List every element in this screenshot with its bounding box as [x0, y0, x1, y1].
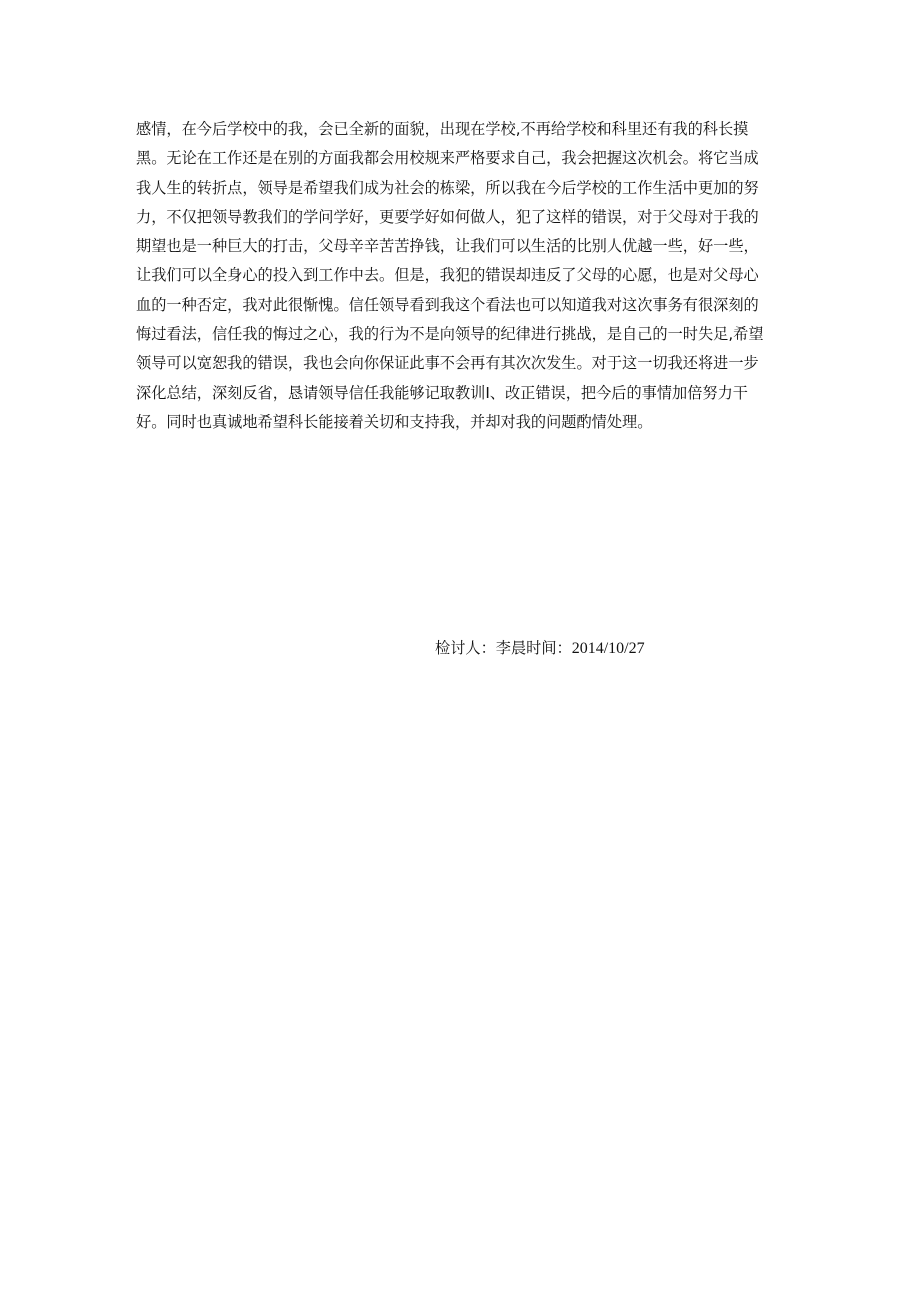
paragraph-line: 让我们可以全身心的投入到工作中去。但是，我犯的错误却违反了父母的心愿，也是对父母心: [136, 266, 759, 285]
paragraph-line: 领导可以宽恕我的错误，我也会向你保证此事不会再有其次次发生。对于这一切我还将进一步: [136, 354, 759, 373]
paragraph-line: 我人生的转折点，领导是希望我们成为社会的栋梁，所以我在今后学校的工作生活中更加的努: [136, 178, 759, 197]
paragraph-line: 悔过看法，信任我的悔过之心，我的行为不是向领导的纪律进行挑战，是自己的一时失足,希望: [136, 325, 764, 344]
paragraph-line: 黑。无论在工作还是在别的方面我都会用校规来严格要求自己，我会把握这次机会。将它当成: [136, 149, 759, 168]
body-paragraph: [136, 115, 786, 437]
signature-line: [435, 634, 645, 663]
signature-date: 2014/10/27: [571, 640, 645, 657]
paragraph-line: 力，不仅把领导教我们的学问学好，更要学好如何做人，犯了这样的错误，对于父母对于我的: [136, 207, 759, 226]
paragraph-line: 期望也是一种巨大的打击，父母辛辛苦苦挣钱，让我们可以生活的比别人优越一些，好一些，: [136, 237, 759, 256]
paragraph-line: 好。同时也真诚地希望科长能接着关切和支持我，并却对我的问题酌情处理。: [136, 412, 653, 431]
paragraph-line: 感情，在今后学校中的我，会已全新的面貌，出现在学校,不再给学校和科里还有我的科长摸: [136, 120, 749, 138]
paragraph-line: 深化总结，深刻反省，恳请领导信任我能够记取教训I、改正错误，把今后的事情加倍努力干: [136, 383, 748, 402]
signature-label: 检讨人：李晨时间：: [435, 639, 572, 657]
paragraph-line: 血的一种否定，我对此很惭愧。信任领导看到我这个看法也可以知道我对这次事务有很深刻的: [136, 295, 759, 314]
